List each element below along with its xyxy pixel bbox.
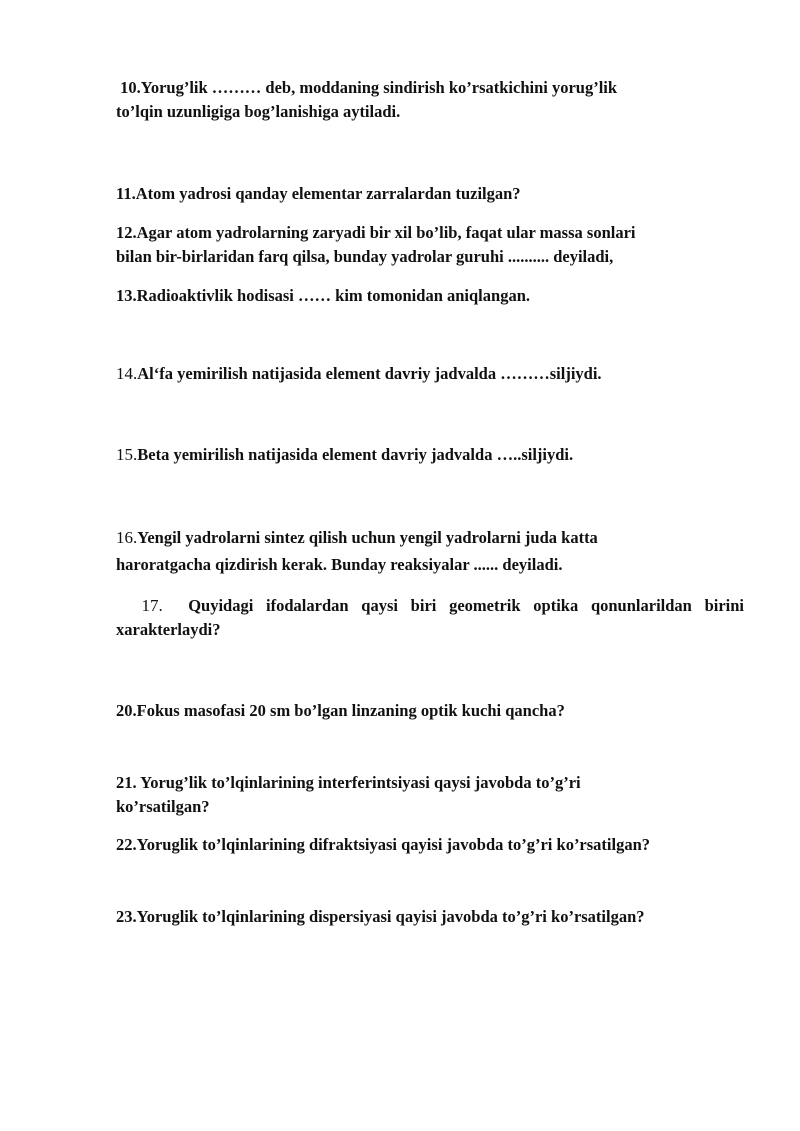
question-number: 20. bbox=[116, 701, 137, 720]
question-text: to’lqin uzunligiga bog’lanishiga aytiladi. bbox=[116, 102, 401, 121]
question-text: Beta yemirilish natijasida element davriy jadvalda …..siljiydi. bbox=[137, 445, 574, 464]
question-line bbox=[116, 594, 744, 618]
question-text: ko’rsatilgan? bbox=[116, 797, 210, 816]
question-text: Yoruglik to’lqinlarining difraktsiyasi qayisi javobda to’g’ri ko’rsatilgan? bbox=[136, 835, 651, 854]
question-text: Yengil yadrolarni sintez qilish uchun yengil yadrolarni juda katta bbox=[137, 528, 598, 547]
question-text: Fokus masofasi 20 sm bo’lgan linzaning optik kuchi qancha? bbox=[136, 701, 565, 720]
question-text: Yorug’lik to’lqinlarining interferintsiyasi qaysi javobda to’g’ri bbox=[136, 773, 581, 792]
question-number: 12. bbox=[116, 223, 137, 242]
question-number: 17. bbox=[141, 596, 163, 615]
question-number: 10. bbox=[120, 78, 141, 97]
question-number: 22. bbox=[116, 835, 137, 854]
question-line bbox=[116, 526, 746, 550]
question-line bbox=[116, 221, 746, 245]
question-text: bilan bir-birlaridan farq qilsa, bunday yadrolar guruhi .......... deyiladi, bbox=[116, 247, 614, 266]
question-text: Quyidagi ifodalardan qaysi biri geometrik optika qonunlarildan birini bbox=[188, 596, 744, 615]
question-10 bbox=[116, 76, 746, 124]
question-number: 21. bbox=[116, 773, 137, 792]
question-number: 13. bbox=[116, 286, 137, 305]
question-text: Yorug’lik ……… deb, moddaning sindirish ko’rsatkichini yorug’lik bbox=[140, 78, 618, 97]
question-line bbox=[116, 443, 746, 467]
question-20 bbox=[116, 699, 746, 723]
question-text: Radioaktivlik hodisasi …… kim tomonidan aniqlangan. bbox=[136, 286, 530, 305]
question-line bbox=[116, 182, 746, 206]
question-number: 23. bbox=[116, 907, 137, 926]
question-11 bbox=[116, 182, 746, 206]
question-15 bbox=[116, 443, 746, 467]
question-14 bbox=[116, 362, 746, 386]
question-line bbox=[116, 771, 746, 795]
question-line bbox=[116, 699, 746, 723]
question-text: haroratgacha qizdirish kerak. Bunday reaksiyalar ...... deyiladi. bbox=[116, 555, 563, 574]
question-line bbox=[116, 76, 746, 100]
question-text: xarakterlaydi? bbox=[116, 620, 221, 639]
question-17 bbox=[116, 594, 744, 642]
question-number: 11. bbox=[116, 184, 136, 203]
question-number: 14. bbox=[116, 364, 138, 383]
question-23 bbox=[116, 905, 776, 929]
question-22 bbox=[116, 833, 776, 857]
question-13 bbox=[116, 284, 746, 308]
question-text: Al‘fa yemirilish natijasida element davriy jadvalda ………siljiydi. bbox=[137, 364, 602, 383]
question-line bbox=[116, 362, 746, 386]
question-12 bbox=[116, 221, 746, 269]
question-text: Yoruglik to’lqinlarining dispersiyasi qayisi javobda to’g’ri ko’rsatilgan? bbox=[136, 907, 645, 926]
question-number: 16. bbox=[116, 528, 138, 547]
question-text: Agar atom yadrolarning zaryadi bir xil bo’lib, faqat ular massa sonlari bbox=[136, 223, 636, 242]
question-21 bbox=[116, 771, 746, 819]
question-line bbox=[116, 905, 776, 929]
question-number: 15. bbox=[116, 445, 138, 464]
question-line bbox=[116, 833, 776, 857]
question-text: Atom yadrosi qanday elementar zarralardan tuzilgan? bbox=[135, 184, 521, 203]
question-line bbox=[116, 284, 746, 308]
question-16 bbox=[116, 526, 746, 577]
